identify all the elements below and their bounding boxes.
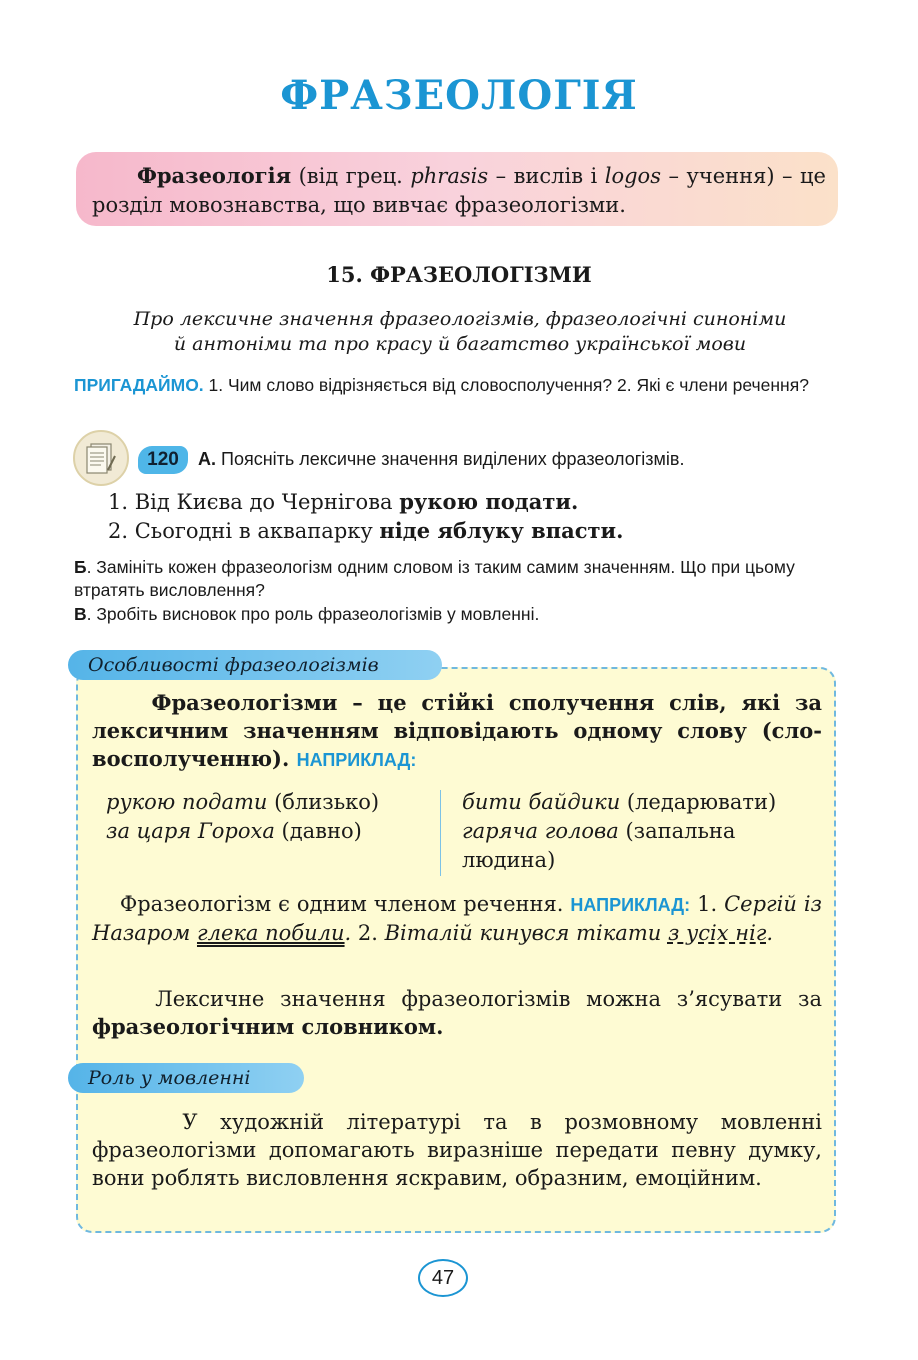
example-phrase: рукою подати	[106, 790, 268, 814]
example-meaning: (близько)	[267, 790, 380, 814]
definition-text	[92, 161, 826, 220]
section-heading: 15. ФРАЗЕОЛОГІЗМИ	[326, 262, 592, 287]
example-meaning: (ледарювати)	[620, 790, 777, 814]
task-c-text: . Зробіть висновок про роль фразеологізмів у мовленні.	[86, 604, 540, 624]
example-1-end: .	[570, 489, 579, 514]
example-phrase: гаряча голова	[462, 819, 619, 843]
example-sentence-1	[108, 489, 578, 514]
column-divider	[440, 790, 441, 876]
definition-term: Фразеологія	[136, 163, 292, 188]
member-example-label: НАПРИКЛАД:	[570, 895, 691, 915]
sentence-1-phrase: глека побили	[196, 921, 345, 945]
sentence-1-number: 1.	[697, 892, 718, 916]
role-tag: Роль у мовленні	[68, 1063, 304, 1093]
exercise-number-badge: 120	[138, 446, 188, 474]
definition-part2: – вислів і	[488, 164, 605, 188]
task-a	[198, 449, 684, 470]
example-2-text: 2. Сьогодні в аквапарку	[108, 519, 380, 543]
greek-word-phrasis: phrasis	[410, 164, 489, 188]
example-phrase: бити байдики	[462, 790, 621, 814]
page-title: ФРАЗЕОЛОГІЯ	[280, 72, 638, 119]
example-1-phrase: рукою подати	[399, 489, 571, 514]
definition-part3: – учення) – це розділ мовознавства, що вивчає фразеологізми.	[92, 164, 826, 217]
role-text: У художній літературі та в розмовному мовленні фразеологізми допомагають виразніше передати певну думку, вони роблять висловлення яскравим, образним, емоційним.	[92, 1110, 823, 1190]
section-subtitle	[90, 307, 830, 357]
greek-word-logos: logos	[604, 164, 661, 188]
dictionary-term: фразеологічним словником	[92, 1014, 437, 1039]
example-pair	[106, 788, 426, 817]
example-pair	[106, 817, 426, 846]
example-1-text: 1. Від Києва до Чернігова	[108, 490, 400, 514]
recall-label: ПРИГАДАЙМО.	[74, 375, 204, 395]
examples-right-column	[462, 788, 828, 875]
dictionary-text: Лексичне значення фразеологізмів можна з’ясувати за	[155, 987, 823, 1011]
example-2-phrase: ніде яблуку впасти	[379, 518, 617, 543]
features-tag: Особливості фразеологізмів	[68, 650, 442, 680]
example-meaning: (запальна людина)	[462, 819, 736, 872]
task-a-text: Поясніть лексичне значення виділених фразеологізмів.	[216, 449, 685, 469]
sentence-2-number: 2.	[351, 921, 378, 945]
example-2-end: .	[616, 518, 624, 543]
recall-text: 1. Чим слово відрізняється від словосполучення? 2. Які є члени речення?	[203, 375, 809, 395]
examples-left-column	[106, 788, 426, 846]
sentence-2-end: .	[766, 921, 774, 945]
sentence-2-phrase: з усіх ніг	[667, 921, 767, 945]
phraseologism-definition-text: Фразеологізми – це стійкі сполучення слів, які за лексичним значенням відповідають одному слову (словосполученню).	[92, 690, 823, 771]
member-text: Фразеологізм є одним членом речення.	[119, 892, 564, 916]
task-c-label: В	[74, 604, 87, 624]
example-phrase: за царя Гороха	[106, 819, 275, 843]
example-pair	[462, 788, 828, 817]
subtitle-line-1: Про лексичне значення фразеологізмів, фразеологічні синоніми	[133, 308, 787, 330]
recall-paragraph	[74, 373, 840, 397]
dictionary-end: .	[436, 1014, 444, 1039]
role-paragraph	[92, 1108, 822, 1192]
task-b-text: . Замініть кожен фразеологізм одним словом із таким самим значенням. Що при цьому втратять висловлення?	[74, 557, 795, 600]
sentence-1-start: Сергій із Назаром	[92, 892, 822, 945]
sentence-member-paragraph	[92, 890, 822, 947]
task-c	[74, 604, 844, 625]
sentence-1-end: .	[344, 921, 352, 945]
exercise-notebook-icon	[73, 430, 129, 486]
dictionary-paragraph	[92, 985, 822, 1041]
task-a-label: А.	[198, 449, 216, 469]
page-number: 47	[418, 1259, 468, 1297]
definition-part1: (від грец.	[291, 164, 411, 188]
example-meaning: (давно)	[274, 819, 362, 843]
phraseologism-definition	[92, 689, 822, 774]
example-sentence-2	[108, 518, 623, 543]
task-b-label: Б	[74, 557, 87, 577]
example-pair	[462, 817, 828, 875]
example-label: НАПРИКЛАД:	[296, 750, 417, 770]
task-b	[74, 556, 844, 602]
subtitle-line-2: й антоніми та про красу й багатство української мови	[173, 333, 747, 355]
sentence-2-start: Віталій кинувся тікати	[377, 921, 668, 945]
